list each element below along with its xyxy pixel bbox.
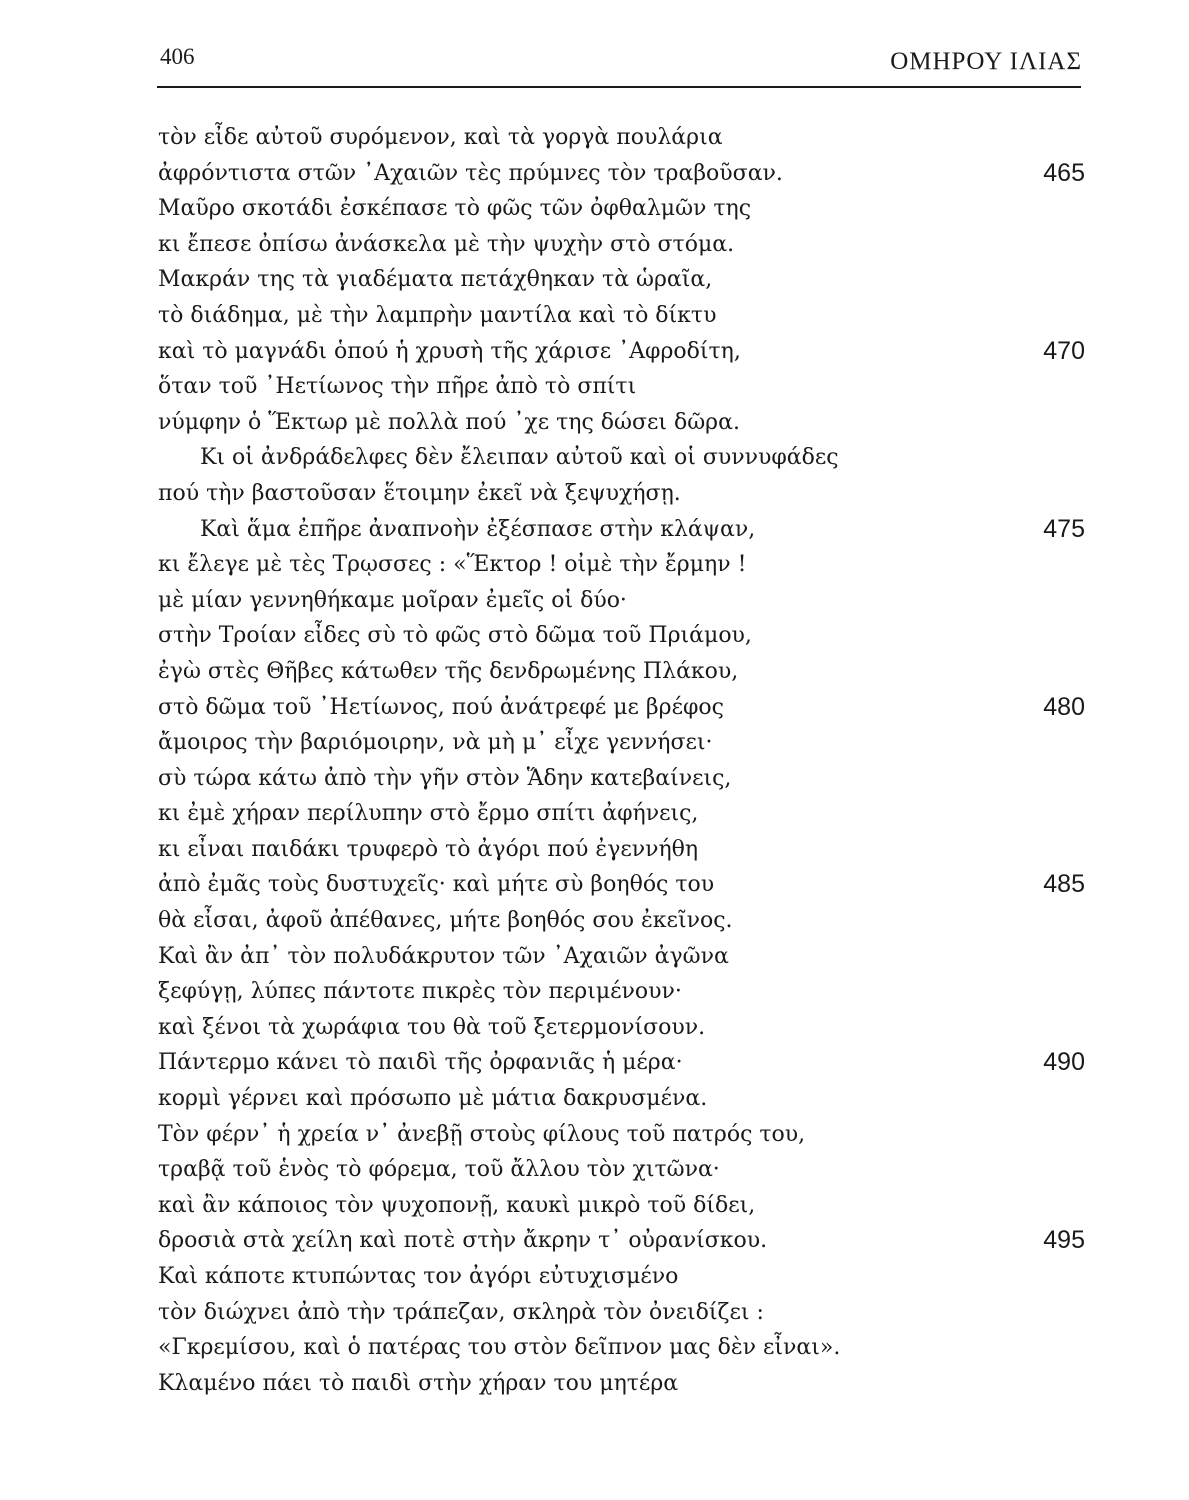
verse-text: Καὶ ἂν ἀπ᾿ τὸν πολυδάκρυτον τῶν ᾿Αχαιῶν ἀγῶνα <box>158 943 729 969</box>
verse-line <box>0 761 1189 797</box>
verse-line <box>0 903 1189 939</box>
verse-line <box>0 298 1189 334</box>
verse-line <box>0 334 1189 370</box>
verse-line <box>0 547 1189 583</box>
verse-line <box>0 262 1189 298</box>
verse-line <box>0 440 1189 476</box>
verse-text: κι ἐμὲ χήραν περίλυπην στὸ ἔρμο σπίτι ἀφήνεις, <box>158 801 699 827</box>
verse-text: νύμφην ὁ Ἕκτωρ μὲ πολλὰ πού ᾿χε της δώσει δῶρα. <box>158 409 740 435</box>
line-number: 490 <box>1043 1048 1085 1077</box>
verse-text: ἀφρόντιστα στῶν ᾿Αχαιῶν τὲς πρύμνες τὸν τραβοῦσαν. <box>158 160 783 186</box>
verse-text: κι ἔπεσε ὀπίσω ἀνάσκελα μὲ τὴν ψυχὴν στὸ στόμα. <box>158 231 735 257</box>
verse-text: τὸν διώχνει ἀπὸ τὴν τράπεζαν, σκληρὰ τὸν ὀνειδίζει : <box>158 1299 764 1325</box>
verse-text: Μακράν της τὰ γιαδέματα πετάχθηκαν τὰ ὡραῖα, <box>158 267 713 293</box>
running-title: ΟΜΗΡΟΥ ΙΛΙΑΣ <box>890 48 1082 75</box>
page-header <box>0 0 1189 100</box>
verse-line <box>0 156 1189 192</box>
verse-line <box>0 1366 1189 1402</box>
verse-text: Μαῦρο σκοτάδι ἐσκέπασε τὸ φῶς τῶν ὀφθαλμῶν της <box>158 196 752 222</box>
verse-line <box>0 405 1189 441</box>
line-number: 475 <box>1043 514 1085 543</box>
verse-text: τὸ διάδημα, μὲ τὴν λαμπρὴν μαντίλα καὶ τὸ δίκτυ <box>158 302 717 328</box>
verse-text: Κι οἱ ἀνδράδελφες δὲν ἔλειπαν αὐτοῦ καὶ οἱ συννυφάδες <box>200 445 839 471</box>
verse-line <box>0 867 1189 903</box>
verse-text: Τὸν φέρν᾿ ἡ χρεία ν᾿ ἀνεβῇ στοὺς φίλους τοῦ πατρός του, <box>158 1121 806 1147</box>
page-number: 406 <box>160 44 195 69</box>
line-number: 480 <box>1043 692 1085 721</box>
verse-line <box>0 1152 1189 1188</box>
verse-line <box>0 1045 1189 1081</box>
verse-text: Κλαμένο πάει τὸ παιδὶ στὴν χήραν του μητέρα <box>158 1370 679 1396</box>
verse-text: σὺ τώρα κάτω ἀπὸ τὴν γῆν στὸν Ἅδην κατεβαίνεις, <box>158 765 732 791</box>
verse-text: κι ἔλεγε μὲ τὲς Τρῳσσες : «Ἕκτορ ! οἰμὲ τὴν ἔρμην ! <box>158 552 747 578</box>
verse-text: ἄμοιρος τὴν βαριόμοιρην, νὰ μὴ μ᾿ εἶχε γεννήσει· <box>158 730 713 756</box>
verse-text: καὶ ξένοι τὰ χωράφια του θὰ τοῦ ξετερμονίσουν. <box>158 1014 706 1040</box>
verse-line <box>0 832 1189 868</box>
verse-text: καὶ ἂν κάποιος τὸν ψυχοπονῇ, καυκὶ μικρὸ τοῦ δίδει, <box>158 1192 756 1218</box>
line-number: 465 <box>1043 158 1085 187</box>
verse-text: στὴν Τροίαν εἶδες σὺ τὸ φῶς στὸ δῶμα τοῦ Πριάμου, <box>158 623 752 649</box>
verse-line <box>0 369 1189 405</box>
line-number: 495 <box>1043 1226 1085 1255</box>
verse-text: Καὶ κάποτε κτυπώντας τον ἀγόρι εὐτυχισμένο <box>158 1264 679 1289</box>
verse-line <box>0 120 1189 156</box>
verse-text: τὸν εἶδε αὐτοῦ συρόμενον, καὶ τὰ γοργὰ πουλάρια <box>158 125 723 150</box>
verse-text: ἐγὼ στὲς Θῆβες κάτωθεν τῆς δενδρωμένης Πλάκου, <box>158 658 739 684</box>
verse-block <box>0 120 1189 1401</box>
verse-line <box>0 974 1189 1010</box>
verse-line <box>0 1330 1189 1366</box>
line-number: 470 <box>1043 336 1085 365</box>
verse-text: καὶ τὸ μαγνάδι ὁπού ἡ χρυσὴ τῆς χάρισε ᾿Αφροδίτη, <box>158 338 741 364</box>
verse-line <box>0 690 1189 726</box>
verse-line <box>0 1259 1189 1295</box>
line-number: 485 <box>1043 870 1085 899</box>
verse-line <box>0 1223 1189 1259</box>
verse-line <box>0 583 1189 619</box>
verse-text: ξεφύγῃ, λύπες πάντοτε πικρὲς τὸν περιμένουν· <box>158 979 682 1005</box>
header-rule <box>157 86 1081 88</box>
verse-text: κορμὶ γέρνει καὶ πρόσωπο μὲ μάτια δακρυσμένα. <box>158 1086 708 1112</box>
verse-text: μὲ μίαν γεννηθήκαμε μοῖραν ἐμεῖς οἱ δύο· <box>158 587 627 613</box>
verse-line <box>0 618 1189 654</box>
verse-text: κι εἶναι παιδάκι τρυφερὸ τὸ ἀγόρι πού ἐγεννήθη <box>158 836 699 862</box>
verse-line <box>0 725 1189 761</box>
verse-text: στὸ δῶμα τοῦ ᾿Ηετίωνος, πού ἀνάτρεφέ με βρέφος <box>158 694 724 720</box>
verse-line <box>0 1117 1189 1153</box>
verse-line <box>0 796 1189 832</box>
verse-text: δροσιὰ στὰ χείλη καὶ ποτὲ στὴν ἄκρην τ᾿ οὐρανίσκου. <box>158 1228 768 1254</box>
verse-text: «Γκρεμίσου, καὶ ὁ πατέρας του στὸν δεῖπνον μας δὲν εἶναι». <box>158 1335 841 1361</box>
verse-line <box>0 1081 1189 1117</box>
verse-line <box>0 476 1189 512</box>
verse-text: τραβᾷ τοῦ ἑνὸς τὸ φόρεμα, τοῦ ἄλλου τὸν χιτῶνα· <box>158 1157 720 1183</box>
verse-line <box>0 191 1189 227</box>
verse-text: Καὶ ἅμα ἐπῆρε ἀναπνοὴν ἐξέσπασε στὴν κλάψαν, <box>200 516 756 542</box>
verse-text: ὅταν τοῦ ᾿Ηετίωνος τὴν πῆρε ἀπὸ τὸ σπίτι <box>158 374 637 400</box>
verse-text: Πάντερμο κάνει τὸ παιδὶ τῆς ὀρφανιᾶς ἡ μέρα· <box>158 1050 683 1076</box>
verse-line <box>0 939 1189 975</box>
verse-line <box>0 1188 1189 1224</box>
verse-line <box>0 1010 1189 1046</box>
verse-line <box>0 1295 1189 1331</box>
verse-line <box>0 512 1189 548</box>
verse-line <box>0 654 1189 690</box>
verse-line <box>0 227 1189 263</box>
verse-text: ἀπὸ ἐμᾶς τοὺς δυστυχεῖς· καὶ μήτε σὺ βοηθός του <box>158 872 715 898</box>
verse-text: πού τὴν βαστοῦσαν ἕτοιμην ἐκεῖ νὰ ξεψυχήσῃ. <box>158 480 681 506</box>
verse-text: θὰ εἶσαι, ἀφοῦ ἀπέθανες, μήτε βοηθός σου ἐκεῖνος. <box>158 908 733 934</box>
